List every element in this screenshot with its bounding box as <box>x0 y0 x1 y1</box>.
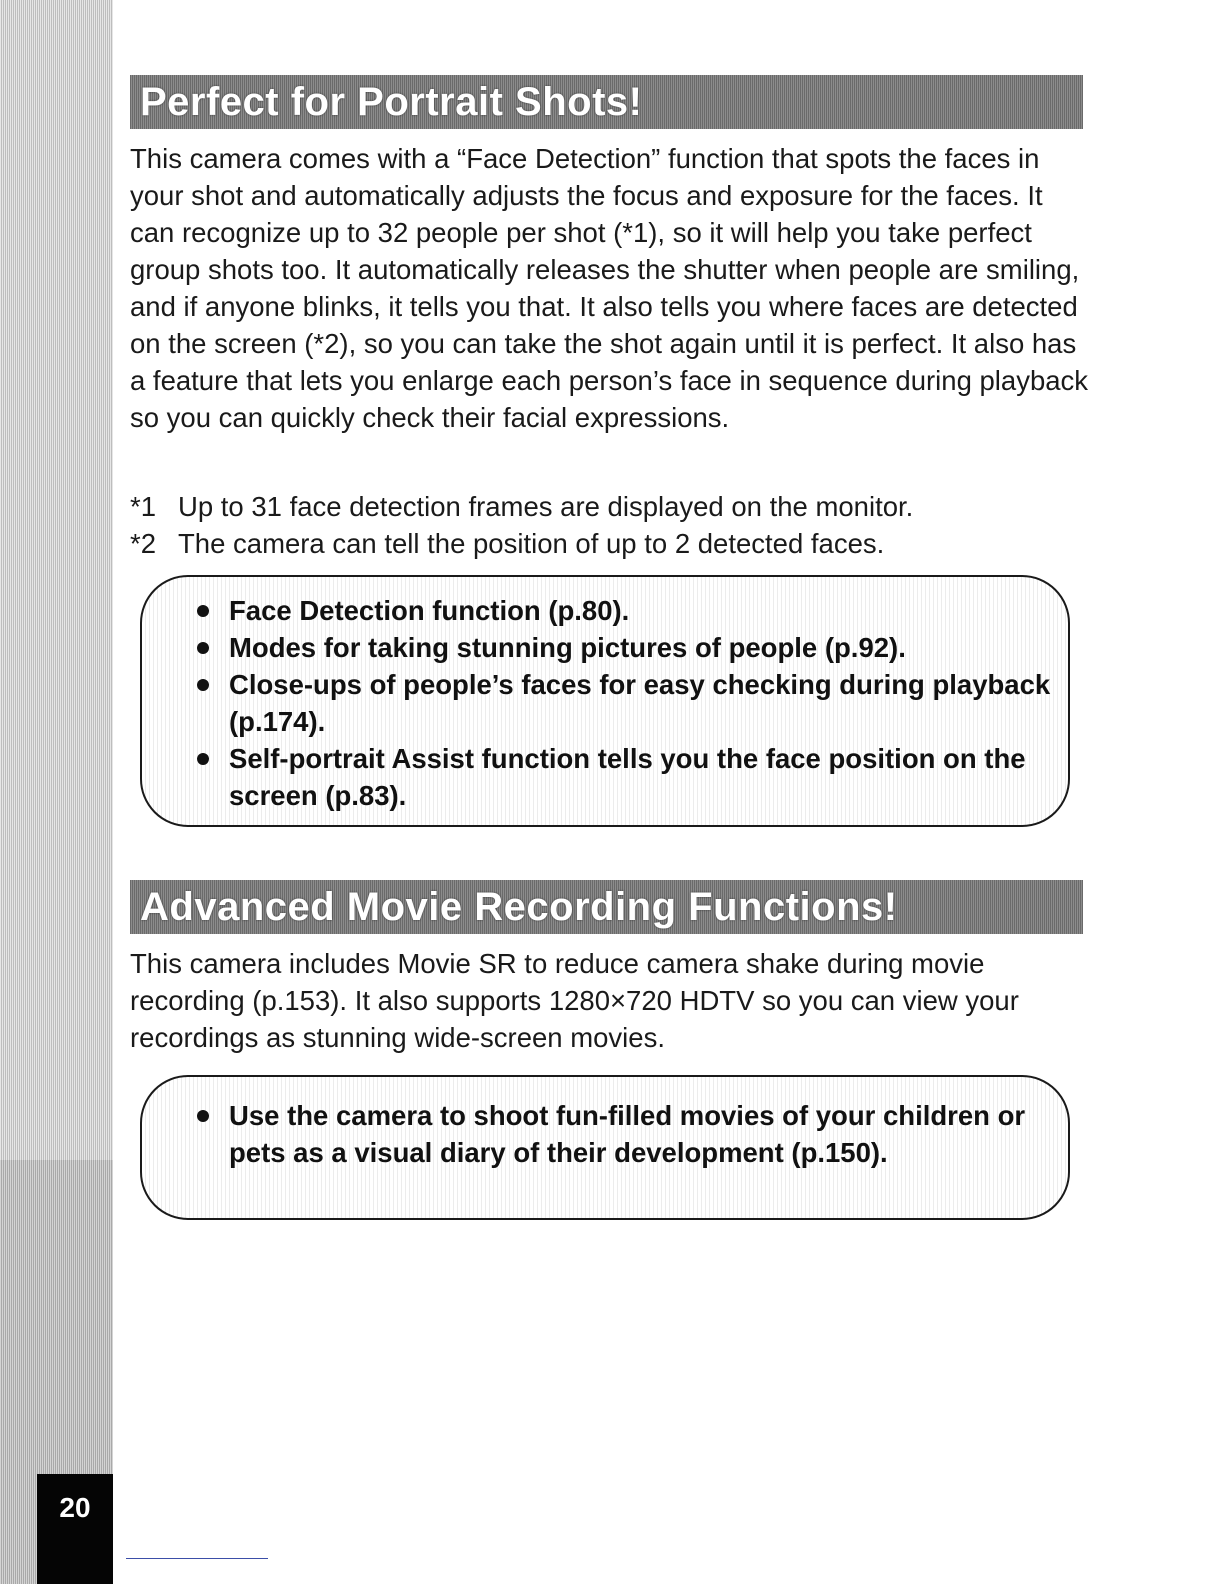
footnote <box>130 488 1090 525</box>
feature-callout-movie <box>140 1075 1070 1220</box>
footnotes <box>130 488 1090 562</box>
feature-list <box>142 592 1068 814</box>
side-strip <box>0 0 113 1584</box>
bullet-icon <box>197 1110 209 1122</box>
page-number: 20 <box>37 1474 113 1584</box>
feature-item: Close-ups of people’s faces for easy checking during playback (p.174). <box>142 666 1068 740</box>
footnote-text: The camera can tell the position of up to 2 detected faces. <box>178 528 885 559</box>
feature-item: Face Detection function (p.80). <box>142 592 1068 629</box>
bullet-icon <box>197 679 209 691</box>
footer-rule <box>126 1558 268 1559</box>
feature-item: Use the camera to shoot fun-filled movies of your children or pets as a visual diary of their development (p.150). <box>142 1097 1068 1171</box>
section1-body: This camera comes with a “Face Detection” function that spots the faces in your shot and automatically adjusts the focus and exposure for the faces. It can recognize up to 32 people per shot (*1), so it will help you take perfect group shots too. It automatically releases the shutter when people are smiling, and if anyone blinks, it tells you that. It also tells you where faces are detected on the screen (*2), so you can take the shot again until it is perfect. It also has a feature that lets you enlarge each person’s face in sequence during playback so you can quickly check their facial expressions. <box>130 143 1089 433</box>
bullet-icon <box>197 605 209 617</box>
footnote-text: Up to 31 face detection frames are displayed on the monitor. <box>178 491 914 522</box>
feature-list <box>142 1097 1068 1171</box>
feature-item: Self-portrait Assist function tells you the face position on the screen (p.83). <box>142 740 1068 814</box>
footnote-mark: *1 <box>130 491 156 522</box>
feature-callout-portrait <box>140 575 1070 827</box>
footnote-mark: *2 <box>130 528 156 559</box>
footnote <box>130 525 1090 562</box>
bullet-icon <box>197 753 209 765</box>
bullet-icon <box>197 642 209 654</box>
section2-body: This camera includes Movie SR to reduce camera shake during movie recording (p.153). It also supports 1280×720 HDTV so you can view your recordings as stunning wide-screen movies. <box>130 948 1019 1053</box>
section-title-movie: Advanced Movie Recording Functions! <box>130 880 1083 934</box>
section-title-portrait: Perfect for Portrait Shots! <box>130 75 1083 129</box>
feature-item: Modes for taking stunning pictures of people (p.92). <box>142 629 1068 666</box>
